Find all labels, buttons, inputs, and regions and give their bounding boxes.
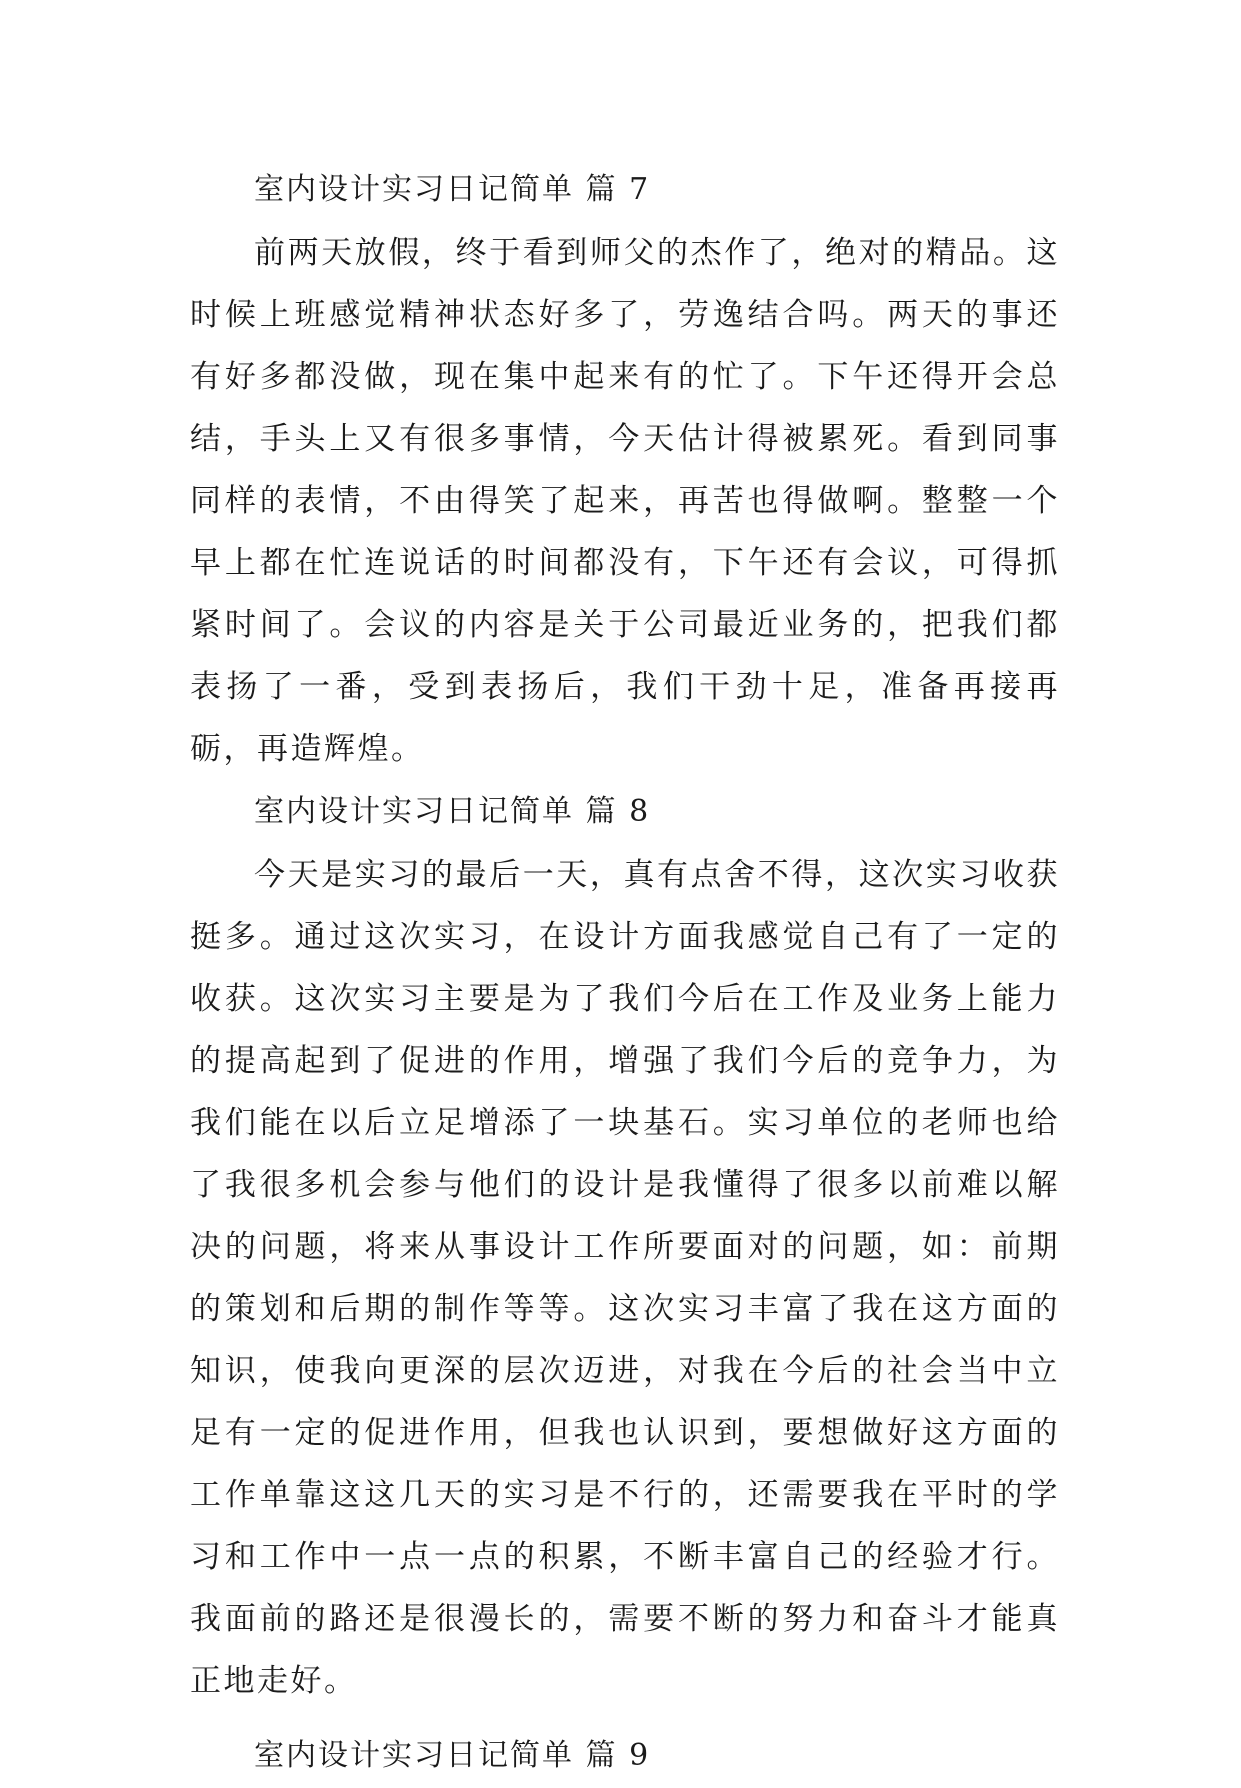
section-heading-8: 室内设计实习日记简单 篇 8	[254, 794, 651, 829]
section-heading-7: 室内设计实习日记简单 篇 7	[254, 172, 651, 207]
document-page	[190, 158, 1060, 1788]
section-gap	[190, 1712, 1060, 1724]
section-body-7: 前两天放假，终于看到师父的杰作了，绝对的精品。这时候上班感觉精神状态好多了，劳逸结合吗。两天的事还有好多都没做，现在集中起来有的忙了。下午还得开会总结，手头上又有很多事情，今天估计得被累死。看到同事同样的表情，不由得笑了起来，再苦也得做啊。整整一个早上都在忙连说话的时间都没有，下午还有会议，可得抓紧时间了。会议的内容是关于公司最近业务的，把我们都表扬了一番，受到表扬后，我们干劲十足，准备再接再砺，再造辉煌。	[190, 235, 1060, 767]
section-heading-9: 室内设计实习日记简单 篇 9	[254, 1738, 651, 1773]
section-body-8: 今天是实习的最后一天，真有点舍不得，这次实习收获挺多。通过这次实习，在设计方面我感觉自己有了一定的收获。这次实习主要是为了我们今后在工作及业务上能力的提高起到了促进的作用，增强了我们今后的竞争力，为我们能在以后立足增添了一块基石。实习单位的老师也给了我很多机会参与他们的设计是我懂得了很多以前难以解决的问题，将来从事设计工作所要面对的问题，如：前期的策划和后期的制作等等。这次实习丰富了我在这方面的知识，使我向更深的层次迈进，对我在今后的社会当中立足有一定的促进作用，但我也认识到，要想做好这方面的工作单靠这这几天的实习是不行的，还需要我在平时的学习和工作中一点一点的积累，不断丰富自己的经验才行。我面前的路还是很漫长的，需要不断的努力和奋斗才能真正地走好。	[190, 857, 1060, 1699]
